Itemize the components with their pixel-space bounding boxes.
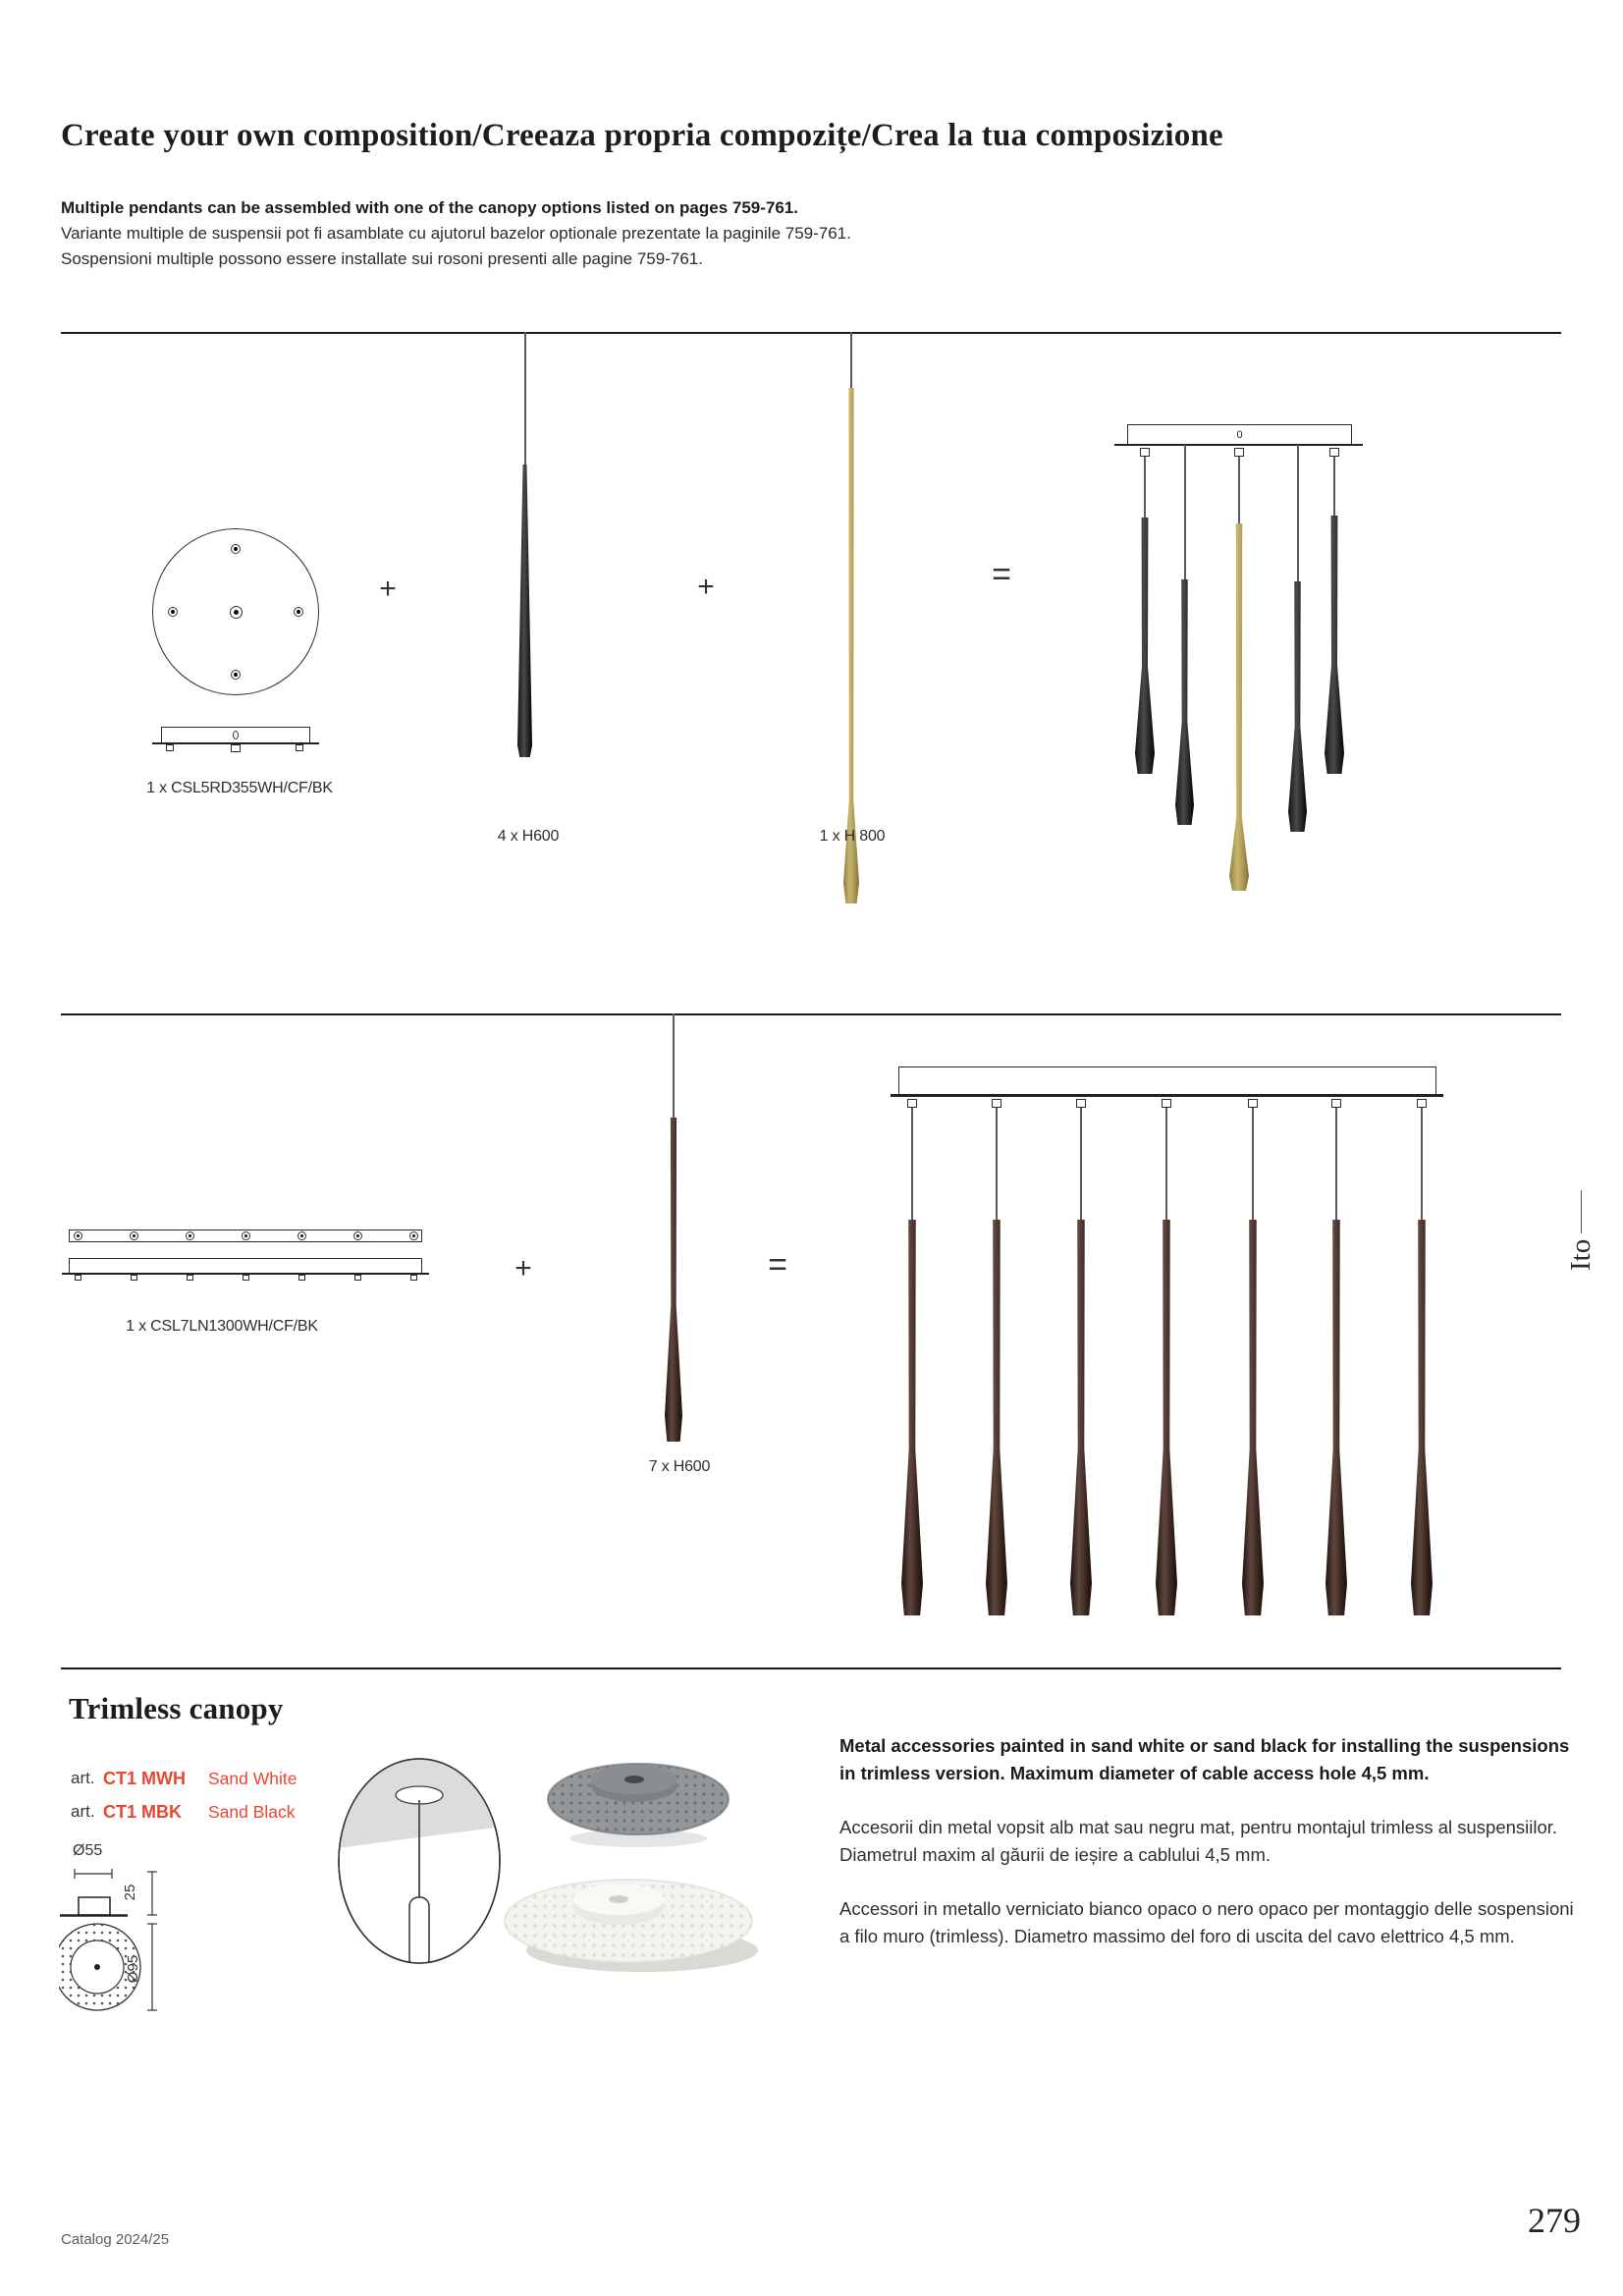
- art-code: CT1 MWH: [103, 1769, 186, 1788]
- dim-label-25: 25: [122, 1884, 138, 1901]
- page-title: Create your own composition/Creeaza propria compozițe/Crea la tua composizione: [61, 118, 1223, 153]
- art-prefix: art.: [71, 1802, 95, 1821]
- description-en: Metal accessories painted in sand white or sand black for installing the suspensions in trimless version. Maximum diameter of cable access hole 4,5 mm.: [839, 1735, 1570, 1783]
- page-number: 279: [1528, 2201, 1581, 2240]
- canopy-foot: [243, 1275, 249, 1281]
- section-divider-1: [61, 332, 1561, 334]
- art-code: CT1 MBK: [103, 1802, 182, 1822]
- pendant-top-cylinder: [409, 1897, 429, 1968]
- pendant-cable: [1184, 445, 1186, 579]
- canopy-cable-hole: [233, 731, 239, 739]
- dim-label-diameter55: Ø55: [73, 1842, 103, 1859]
- multi-canopy-bar: 0: [1127, 424, 1352, 445]
- mount-hole-dot-center: [230, 606, 243, 619]
- multi-canopy-baseline: [1114, 444, 1363, 446]
- pendant-cable: [1144, 457, 1146, 518]
- linear-multi-canopy-baseline: [891, 1094, 1443, 1097]
- hanger-hook: [1331, 1099, 1341, 1108]
- pendant-body-brown: [1156, 1220, 1177, 1615]
- hanger-hook: [1234, 448, 1244, 457]
- canopy-photo-dark: [548, 1764, 729, 1847]
- intro-paragraph: [61, 195, 851, 272]
- pendant-body-brown-h600: [665, 1118, 682, 1442]
- mount-hole-dot: [294, 607, 303, 617]
- pendant-label: 4 x H600: [497, 828, 560, 845]
- pendant-label: 1 x H 800: [819, 828, 886, 845]
- section-divider-3: [61, 1667, 1561, 1669]
- linear-canopy-side-view: [69, 1258, 422, 1274]
- canopy-foot: [231, 744, 241, 752]
- pendant-body-black-h600: [517, 465, 532, 757]
- equals-sign: =: [768, 1246, 787, 1284]
- hanger-hook: [1162, 1099, 1171, 1108]
- pendant-body-black: [1175, 579, 1194, 825]
- canopy-photo-white: [505, 1880, 758, 1972]
- pendant-body-black: [1135, 518, 1155, 774]
- pendant-cable: [1333, 457, 1335, 516]
- pendant-cable: [524, 332, 526, 465]
- trimless-detail-circle: [334, 1758, 506, 1968]
- pendant-cable: [1080, 1108, 1082, 1220]
- intro-line-it: Sospensioni multiple possono essere installate sui rosoni presenti alle pagine 759-761.: [61, 249, 703, 268]
- mount-hole-dot: [242, 1231, 250, 1240]
- pendant-body-black: [1288, 581, 1307, 832]
- canopy-foot: [296, 744, 303, 751]
- pendant-cable: [850, 332, 852, 388]
- pendant-cable: [1335, 1108, 1337, 1220]
- footer-catalog: Catalog 2024/25: [61, 2231, 170, 2248]
- intro-line-en: Multiple pendants can be assembled with one of the canopy options listed on pages 759-761.: [61, 198, 798, 217]
- pendant-body-brown: [1325, 1220, 1347, 1615]
- pendant-cable: [911, 1108, 913, 1220]
- pendant-body-gold-h800: [843, 388, 859, 903]
- linear-multi-canopy-bar: [898, 1066, 1436, 1096]
- pendant-body-brown: [1242, 1220, 1264, 1615]
- pendant-body-black: [1325, 516, 1344, 774]
- mount-hole-dot: [231, 670, 241, 680]
- mount-hole-dot: [168, 607, 178, 617]
- mount-hole-dot: [74, 1231, 82, 1240]
- section-divider-2: [61, 1013, 1561, 1015]
- side-label-wrap: [1563, 1102, 1598, 1271]
- canopy-label: 1 x CSL7LN1300WH/CF/BK: [126, 1318, 318, 1335]
- hanger-hook: [1417, 1099, 1427, 1108]
- canopy-foot: [166, 744, 174, 751]
- description-ro: Accesorii din metal vopsit alb mat sau negru mat, pentru montajul trimless al suspensiilor. Diametrul maxim al găurii de ieșire a cablului 4,5 mm.: [839, 1817, 1558, 1865]
- mount-hole-dot: [130, 1231, 138, 1240]
- pendant-cable: [996, 1108, 998, 1220]
- side-label-rule: [1581, 1190, 1582, 1233]
- intro-line-ro: Variante multiple de suspensii pot fi asamblate cu ajutorul bazelor optionale prezentate la paginile 759-761.: [61, 224, 851, 243]
- plus-sign: +: [514, 1252, 532, 1285]
- canopy-foot: [298, 1275, 305, 1281]
- pendant-cable: [418, 1800, 420, 1903]
- pendant-body-brown: [901, 1220, 923, 1615]
- pendant-body-brown: [1411, 1220, 1433, 1615]
- canopy-foot: [354, 1275, 361, 1281]
- trimless-canopy-top-view: [59, 1924, 140, 2010]
- finish-label: Sand White: [208, 1769, 298, 1788]
- canopy-label: 1 x CSL5RD355WH/CF/BK: [146, 780, 333, 796]
- hanger-hook: [907, 1099, 917, 1108]
- hanger-hook: [992, 1099, 1001, 1108]
- hanger-hook: [1140, 448, 1150, 457]
- canopy-foot: [75, 1275, 81, 1281]
- plus-sign: +: [697, 571, 715, 603]
- canopy-foot: [131, 1275, 137, 1281]
- pendant-label: 7 x H600: [648, 1458, 711, 1475]
- hanger-hook: [1248, 1099, 1258, 1108]
- mount-hole-dot: [231, 544, 241, 554]
- mount-hole-dot: [409, 1231, 418, 1240]
- mount-hole-dot: [186, 1231, 194, 1240]
- trimless-heading: Trimless canopy: [69, 1691, 284, 1725]
- description-it: Accessori in metallo verniciato bianco opaco o nero opaco per montaggio delle sospensioni a filo muro (trimless). Diametro massimo del foro di uscita del cavo elettrico 4,5 mm.: [839, 1898, 1574, 1946]
- side-label-ito: Ito: [1564, 1238, 1596, 1271]
- trimless-canopy-side-view: [79, 1897, 110, 1915]
- plus-sign: +: [379, 573, 397, 605]
- pendant-cable: [1252, 1108, 1254, 1220]
- pendant-cable: [673, 1013, 675, 1118]
- canopy-foot: [410, 1275, 417, 1281]
- art-prefix: art.: [71, 1769, 95, 1787]
- pendant-body-gold: [1229, 523, 1249, 891]
- trimless-tech-drawing: [59, 1748, 785, 2023]
- pendant-body-brown: [1070, 1220, 1092, 1615]
- pendant-cable: [1297, 445, 1299, 581]
- mount-hole-dot: [298, 1231, 306, 1240]
- trimless-description: [839, 1732, 1586, 1977]
- finish-label: Sand Black: [208, 1802, 296, 1822]
- hanger-hook: [1329, 448, 1339, 457]
- pendant-cable: [1421, 1108, 1423, 1220]
- canopy-foot: [187, 1275, 193, 1281]
- pendant-cable: [1238, 457, 1240, 523]
- mount-hole-dot: [353, 1231, 362, 1240]
- equals-sign: =: [992, 556, 1011, 593]
- pendant-cable: [1165, 1108, 1167, 1220]
- hanger-hook: [1076, 1099, 1086, 1108]
- pendant-body-brown: [986, 1220, 1007, 1615]
